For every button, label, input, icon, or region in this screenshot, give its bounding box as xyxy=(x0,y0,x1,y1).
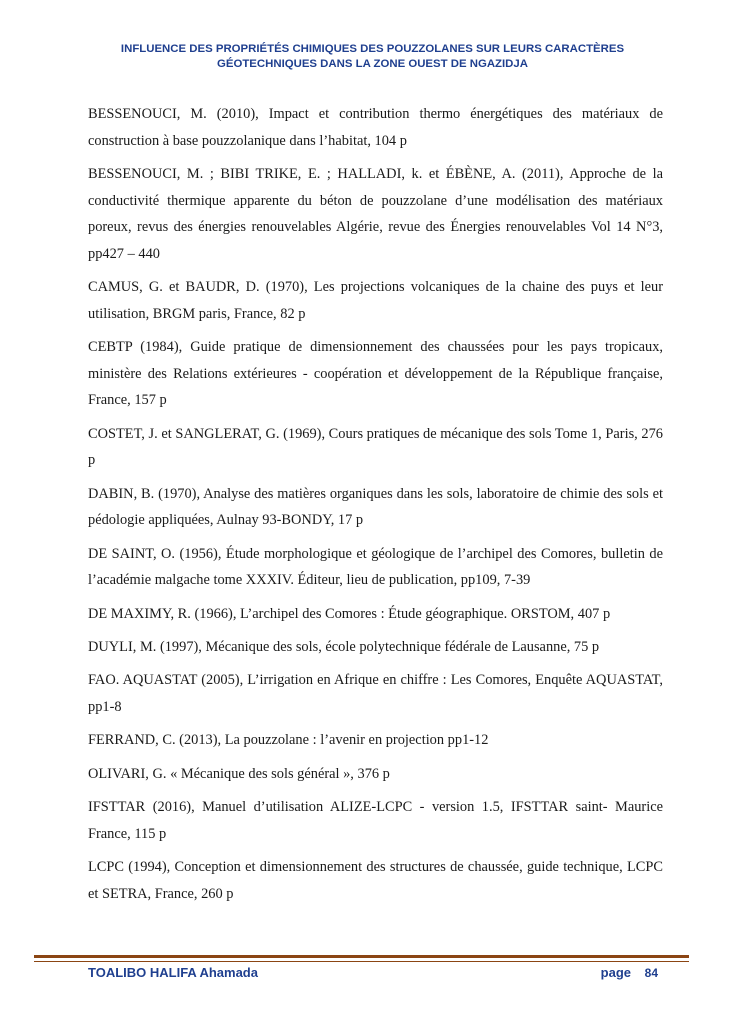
footer-author: TOALIBO HALIFA Ahamada xyxy=(88,965,258,980)
page-number: 84 xyxy=(644,966,658,980)
header-line-1: INFLUENCE DES PROPRIÉTÉS CHIMIQUES DES POUZZOLANES SUR LEURS CARACTÈRES xyxy=(120,43,625,55)
reference-entry: IFSTTAR (2016), Manuel d’utilisation ALIZE-LCPC - version 1.5, IFSTTAR saint- Maurice France, 115 p xyxy=(88,799,663,842)
header-line-2: GÉOTECHNIQUES DANS LA ZONE OUEST DE NGAZIDJA xyxy=(217,58,528,70)
running-header xyxy=(60,42,685,72)
footer-page xyxy=(601,965,658,980)
reference-entry: DUYLI, M. (1997), Mécanique des sols, école polytechnique fédérale de Lausanne, 75 p xyxy=(88,639,600,656)
reference-entry: DE MAXIMY, R. (1966), L’archipel des Comores : Étude géographique. ORSTOM, 407 p xyxy=(88,605,611,622)
reference-entry: FERRAND, C. (2013), La pouzzolane : l’avenir en projection pp1-12 xyxy=(88,732,489,749)
footer-rule-thick xyxy=(34,955,689,958)
reference-entry: DABIN, B. (1970), Analyse des matières organiques dans les sols, laboratoire de chimie des sols et pédologie appliquées, Aulnay 93-BONDY, 17 p xyxy=(88,485,663,529)
reference-entry: CAMUS, G. et BAUDR, D. (1970), Les projections volcaniques de la chaine des puys et leur utilisation, BRGM paris, France, 82 p xyxy=(88,279,663,322)
reference-entry: FAO. AQUASTAT (2005), L’irrigation en Afrique en chiffre : Les Comores, Enquête AQUASTAT, pp1-8 xyxy=(88,672,663,716)
reference-entry: DE SAINT, O. (1956), Étude morphologique et géologique de l’archipel des Comores, bulletin de l’académie malgache tome XXXIV. Éditeur, lieu de publication, pp109, 7-39 xyxy=(88,545,663,589)
references-list xyxy=(88,101,663,914)
reference-entry: BESSENOUCI, M. ; BIBI TRIKE, E. ; HALLADI, k. et ÉBÈNE, A. (2011), Approche de la conductivité thermique apparente du béton de pouzzolane d’une modélisation des matériaux poreux, revus des énergies renouvelables Algérie, revue des Énergies renouvelables Vol 14 N°3, pp427 – 440 xyxy=(88,165,663,262)
reference-entry: COSTET, J. et SANGLERAT, G. (1969), Cours pratiques de mécanique des sols Tome 1, Paris, 276 p xyxy=(88,425,663,469)
footer-rule-thin xyxy=(34,961,689,962)
reference-entry: CEBTP (1984), Guide pratique de dimensionnement des chaussées pour les pays tropicaux, ministère des Relations extérieures - coopération et développement de la République française, France, 157 p xyxy=(88,339,663,409)
reference-entry: LCPC (1994), Conception et dimensionnement des structures de chaussée, guide technique, LCPC et SETRA, France, 260 p xyxy=(88,859,663,902)
reference-entry: BESSENOUCI, M. (2010), Impact et contribution thermo énergétiques des matériaux de construction à base pouzzolanique dans l’habitat, 104 p xyxy=(88,106,663,149)
reference-entry: OLIVARI, G. « Mécanique des sols général », 376 p xyxy=(88,765,390,782)
page-label: page xyxy=(600,965,632,980)
